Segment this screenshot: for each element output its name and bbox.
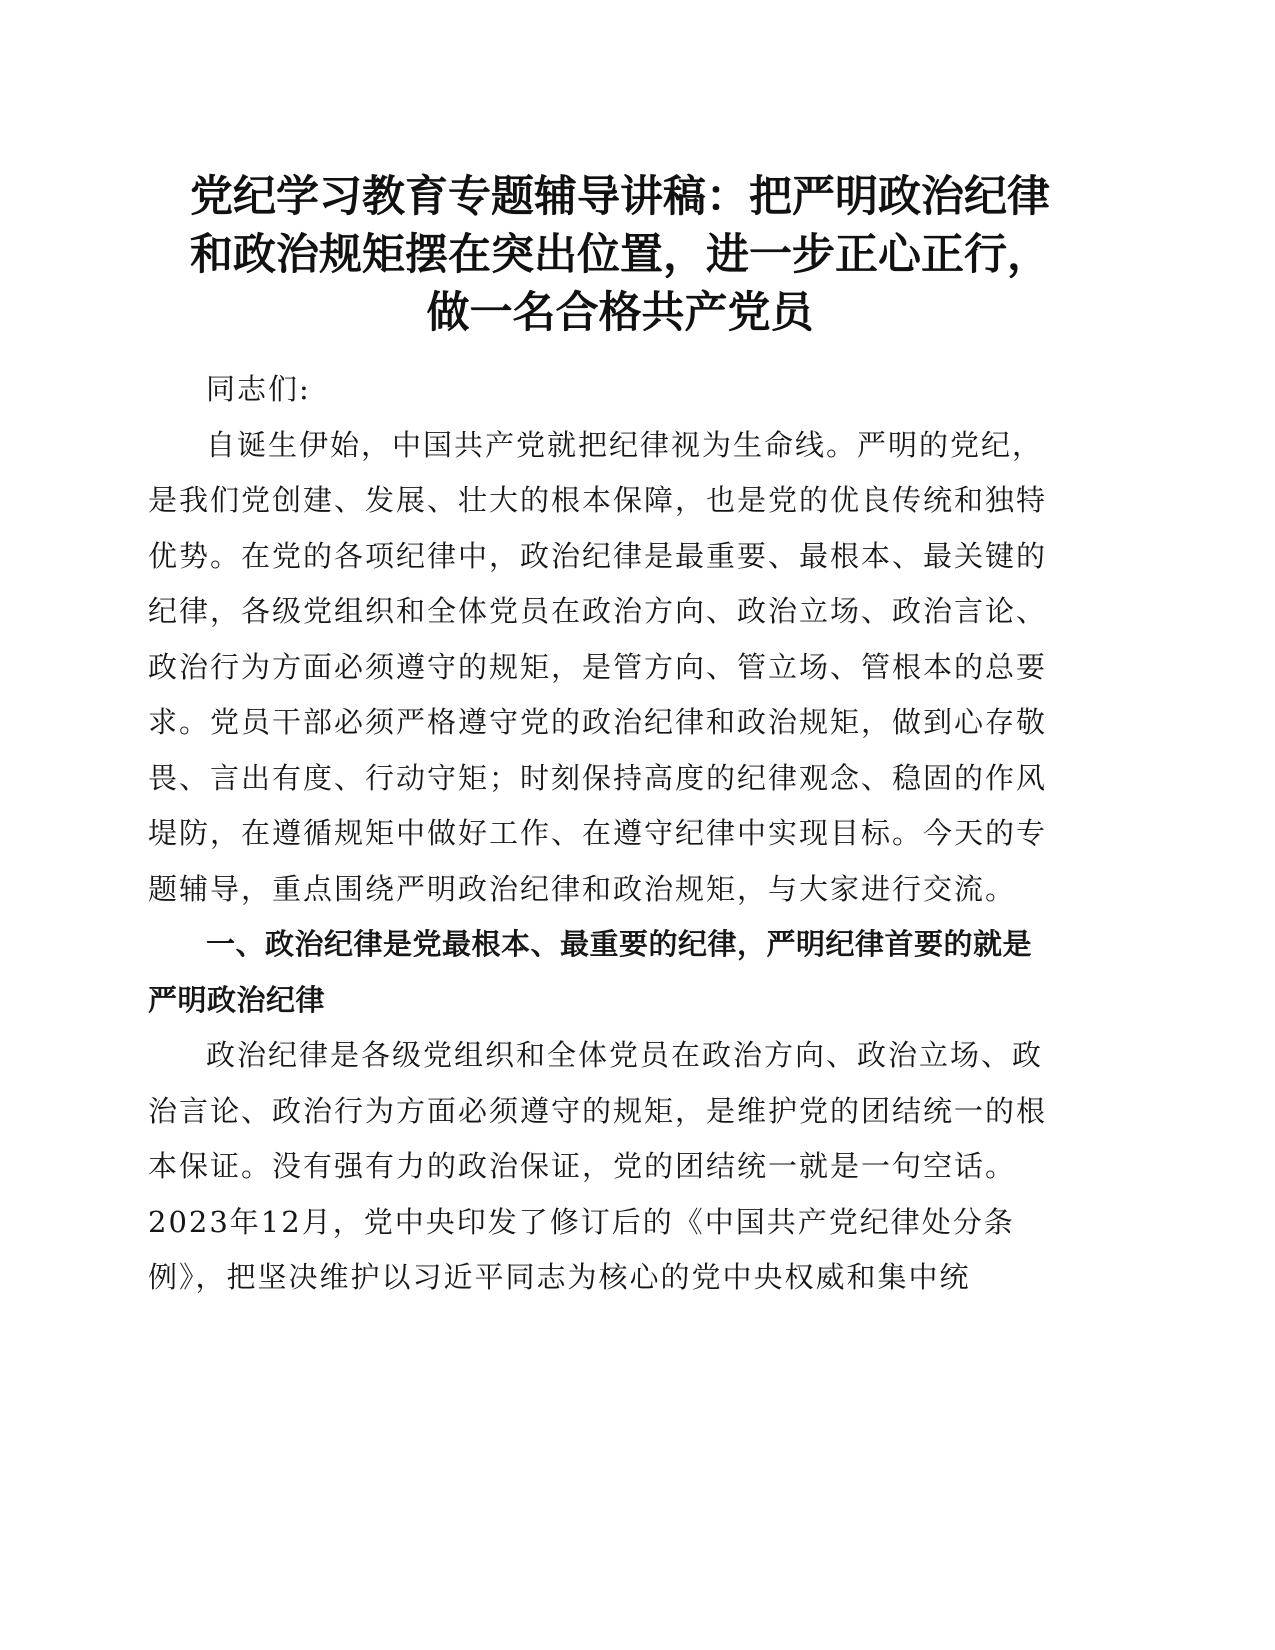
salutation: 同志们: bbox=[206, 372, 311, 406]
section-heading-1: 一、政治纪律是党最根本、最重要的纪律，严明纪律首要的就是严明政治纪律 bbox=[148, 927, 1033, 1017]
intro-paragraph: 自诞生伊始，中国共产党就把纪律视为生命线。严明的党纪，是我们党创建、发展、壮大的根本保障，也是党的优良传统和独特优势。在党的各项纪律中，政治纪律是最重要、最根本、最关键的纪律，各级党组织和全体党员在政治方向、政治立场、政治言论、政治行为方面必须遵守的规矩，是管方向、管立场、管根本的总要求。党员干部必须严格遵守党的政治纪律和政治规矩，做到心存敬畏、言出有度、行动守矩；时刻保持高度的纪律观念、稳固的作风堤防，在遵循规矩中做好工作、在遵守纪律中实现目标。今天的专题辅导，重点围绕严明政治纪律和政治规矩，与大家进行交流。 bbox=[148, 427, 1048, 906]
title-line-1: 党纪学习教育专题辅导讲稿：把严明政治纪律 bbox=[190, 172, 1050, 222]
title-line-3: 做一名合格共产党员 bbox=[426, 288, 814, 338]
section-1-paragraph: 政治纪律是各级党组织和全体党员在政治方向、政治立场、政治言论、政治行为方面必须遵守的规矩，是维护党的团结统一的根本保证。没有强有力的政治保证，党的团结统一就是一句空话。2023年12月，党中央印发了修订后的《中国共产党纪律处分条例》，把坚决维护以习近平同志为核心的党中央权威和集中统 bbox=[148, 1038, 1048, 1294]
document-title bbox=[140, 168, 1100, 342]
document-body bbox=[148, 362, 1058, 1306]
title-line-2: 和政治规矩摆在突出位置，进一步正心正行， bbox=[190, 230, 1050, 280]
